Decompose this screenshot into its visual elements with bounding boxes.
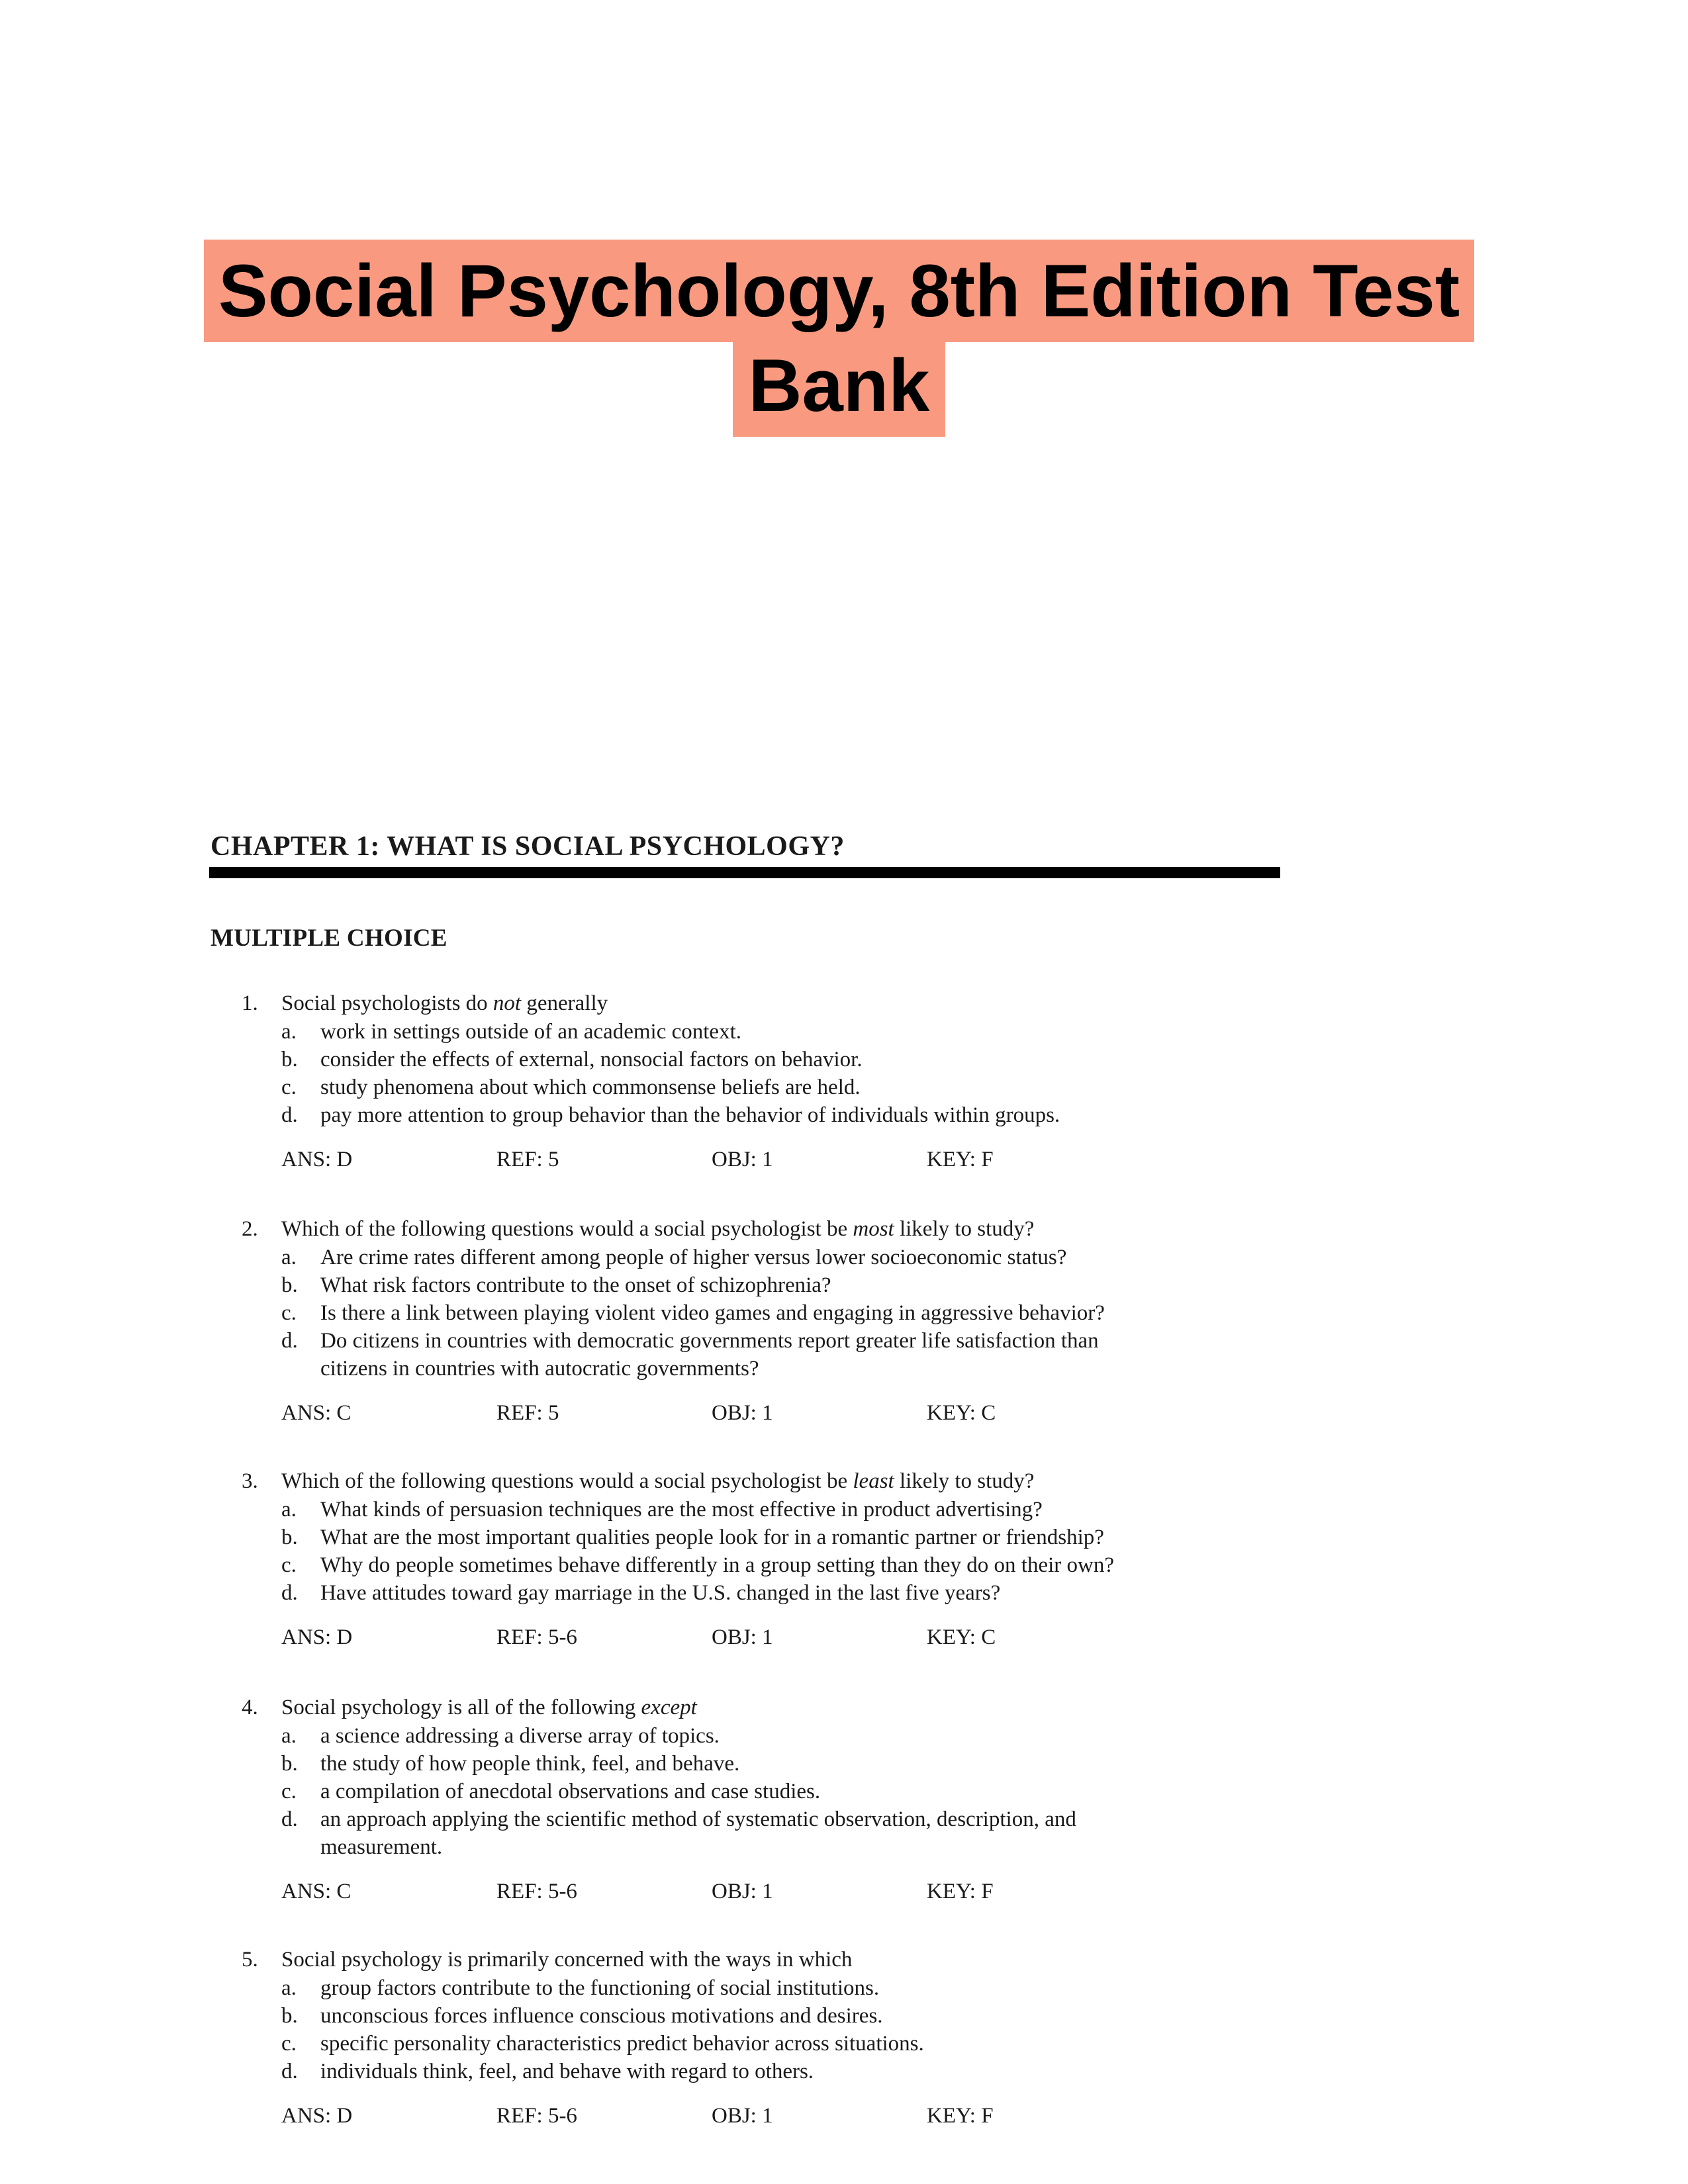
- option-text: [320, 2058, 1221, 2085]
- answer-option: [242, 1778, 1221, 1805]
- option-text-line: What risk factors contribute to the onset of schizophrenia?: [320, 1273, 831, 1297]
- answer-key: ANS: D: [281, 1148, 353, 1171]
- title-line-1: Social Psychology, 8th Edition Test: [204, 240, 1474, 342]
- option-letter: a.: [281, 1020, 297, 1044]
- option-text-line: Is there a link between playing violent video games and engaging in aggressive behavior?: [320, 1301, 1105, 1325]
- option-text-line: Do citizens in countries with democratic governments report greater life satisfaction than: [320, 1329, 1099, 1353]
- question-stem: [242, 1946, 1221, 1974]
- option-text: [320, 1073, 1221, 1101]
- option-text-line: pay more attention to group behavior than the behavior of individuals within groups.: [320, 1103, 1060, 1127]
- answer-option: [242, 2002, 1221, 2030]
- option-letter: b.: [281, 1273, 298, 1297]
- option-text-line: Why do people sometimes behave differently in a group setting than they do on their own?: [320, 1553, 1115, 1577]
- question-number: 4.: [242, 1696, 258, 1719]
- option-letter: c.: [281, 2032, 297, 2056]
- option-text-line: study phenomena about which commonsense beliefs are held.: [320, 1075, 861, 1099]
- option-text: [320, 1974, 1221, 2002]
- answer-option: [242, 1327, 1221, 1383]
- option-text: [320, 1327, 1221, 1383]
- answer-option: [242, 1805, 1221, 1861]
- answer-option: [242, 1579, 1221, 1607]
- option-letter: d.: [281, 1103, 298, 1127]
- answer-option: [242, 1046, 1221, 1073]
- stem-text-start: Which of the following questions would a social psychologist be: [281, 1469, 853, 1493]
- answer-option: [242, 2030, 1221, 2058]
- answer-option: [242, 1299, 1221, 1327]
- option-text-line: Have attitudes toward gay marriage in the U.S. changed in the last five years?: [320, 1581, 1001, 1605]
- answer-option: [242, 1524, 1221, 1551]
- option-letter: c.: [281, 1553, 297, 1577]
- answer-option: [242, 1974, 1221, 2002]
- option-text: [320, 1551, 1221, 1579]
- answer-metadata: [242, 1401, 1221, 1429]
- option-text-line: unconscious forces influence conscious motivations and desires.: [320, 2004, 883, 2028]
- answer-metadata: [242, 1880, 1221, 1907]
- option-letter: a.: [281, 1498, 297, 1522]
- option-text-line: individuals think, feel, and behave with regard to others.: [320, 2060, 814, 2083]
- question-5: [242, 1946, 1221, 2132]
- question-stem: [242, 1467, 1221, 1496]
- option-text: [320, 1046, 1221, 1073]
- option-text: [320, 1778, 1221, 1805]
- option-text-line: Are crime rates different among people of higher versus lower socioeconomic status?: [320, 1246, 1067, 1269]
- option-text-line: work in settings outside of an academic context.: [320, 1020, 741, 1044]
- option-text-line: citizens in countries with autocratic governments?: [320, 1357, 759, 1381]
- option-text: [320, 1805, 1221, 1861]
- page-reference: REF: 5-6: [496, 1625, 577, 1649]
- option-text-line: a compilation of anecdotal observations and case studies.: [320, 1780, 821, 1803]
- document-title: [199, 240, 1479, 437]
- objective: OBJ: 1: [712, 1148, 773, 1171]
- answer-key: ANS: D: [281, 2104, 353, 2128]
- answer-option: [242, 1244, 1221, 1271]
- answer-option: [242, 1750, 1221, 1778]
- option-text: [320, 1496, 1221, 1524]
- option-text-line: measurement.: [320, 1835, 443, 1859]
- option-text: [320, 1271, 1221, 1299]
- option-letter: b.: [281, 2004, 298, 2028]
- answer-metadata: [242, 1148, 1221, 1175]
- question-text: [281, 1946, 852, 1974]
- option-letter: d.: [281, 1329, 298, 1353]
- question-2: [242, 1215, 1221, 1429]
- stem-text-start: Social psychology is all of the following: [281, 1696, 641, 1719]
- answer-option: [242, 1722, 1221, 1750]
- option-text: [320, 1750, 1221, 1778]
- answer-option: [242, 1496, 1221, 1524]
- question-number: 1.: [242, 991, 258, 1015]
- option-text: [320, 1722, 1221, 1750]
- option-letter: b.: [281, 1525, 298, 1549]
- option-text-line: What are the most important qualities people look for in a romantic partner or friendship?: [320, 1525, 1104, 1549]
- answer-option: [242, 1271, 1221, 1299]
- stem-emphasis: least: [853, 1469, 894, 1493]
- answer-option: [242, 1073, 1221, 1101]
- option-text-line: an approach applying the scientific method of systematic observation, description, and: [320, 1807, 1076, 1831]
- chapter-heading: CHAPTER 1: WHAT IS SOCIAL PSYCHOLOGY?: [211, 831, 845, 862]
- option-letter: d.: [281, 1807, 298, 1831]
- question-3: [242, 1467, 1221, 1653]
- page-reference: REF: 5-6: [496, 2104, 577, 2128]
- option-letter: d.: [281, 1581, 298, 1605]
- question-number: 3.: [242, 1469, 258, 1493]
- option-letter: c.: [281, 1780, 297, 1803]
- option-text: [320, 1018, 1221, 1046]
- option-text: [320, 1299, 1221, 1327]
- stem-text-end: generally: [521, 991, 608, 1015]
- option-letter: d.: [281, 2060, 298, 2083]
- question-text: [281, 1694, 697, 1722]
- answer-metadata: [242, 1625, 1221, 1653]
- answer-key: ANS: D: [281, 1625, 353, 1649]
- question-key: KEY: C: [927, 1401, 996, 1425]
- question-stem: [242, 1215, 1221, 1244]
- option-letter: c.: [281, 1301, 297, 1325]
- question-text: [281, 989, 608, 1018]
- page-reference: REF: 5-6: [496, 1880, 577, 1903]
- title-line-2: Bank: [733, 334, 946, 437]
- section-heading: MULTIPLE CHOICE: [211, 925, 447, 952]
- question-stem: [242, 989, 1221, 1018]
- answer-option: [242, 1551, 1221, 1579]
- option-letter: a.: [281, 1976, 297, 2000]
- answer-key: ANS: C: [281, 1401, 352, 1425]
- question-key: KEY: F: [927, 1880, 994, 1903]
- stem-text-end: likely to study?: [894, 1469, 1035, 1493]
- question-key: KEY: C: [927, 1625, 996, 1649]
- option-text-line: What kinds of persuasion techniques are the most effective in product advertising?: [320, 1498, 1043, 1522]
- stem-text-end: likely to study?: [894, 1217, 1035, 1241]
- question-1: [242, 989, 1221, 1175]
- option-text: [320, 1524, 1221, 1551]
- objective: OBJ: 1: [712, 1880, 773, 1903]
- stem-text-start: Which of the following questions would a social psychologist be: [281, 1217, 853, 1241]
- answer-option: [242, 1018, 1221, 1046]
- option-text: [320, 1579, 1221, 1607]
- stem-emphasis: except: [641, 1696, 697, 1719]
- question-text: [281, 1215, 1034, 1244]
- page-reference: REF: 5: [496, 1148, 559, 1171]
- option-letter: b.: [281, 1752, 298, 1776]
- objective: OBJ: 1: [712, 1625, 773, 1649]
- objective: OBJ: 1: [712, 1401, 773, 1425]
- option-text-line: the study of how people think, feel, and behave.: [320, 1752, 740, 1776]
- option-letter: b.: [281, 1048, 298, 1071]
- option-text-line: specific personality characteristics predict behavior across situations.: [320, 2032, 924, 2056]
- option-text: [320, 2002, 1221, 2030]
- answer-option: [242, 1101, 1221, 1129]
- question-4: [242, 1694, 1221, 1907]
- option-letter: a.: [281, 1246, 297, 1269]
- option-text: [320, 1101, 1221, 1129]
- question-key: KEY: F: [927, 2104, 994, 2128]
- stem-text-start: Social psychologists do: [281, 991, 493, 1015]
- answer-option: [242, 2058, 1221, 2085]
- objective: OBJ: 1: [712, 2104, 773, 2128]
- stem-emphasis: most: [853, 1217, 894, 1241]
- question-stem: [242, 1694, 1221, 1722]
- page-reference: REF: 5: [496, 1401, 559, 1425]
- option-text-line: a science addressing a diverse array of topics.: [320, 1724, 720, 1748]
- stem-emphasis: not: [492, 991, 522, 1015]
- option-text: [320, 2030, 1221, 2058]
- stem-text-start: Social psychology is primarily concerned with the ways in which: [281, 1948, 853, 1972]
- answer-key: ANS: C: [281, 1880, 352, 1903]
- option-text-line: group factors contribute to the functioning of social institutions.: [320, 1976, 880, 2000]
- option-text: [320, 1244, 1221, 1271]
- question-text: [281, 1467, 1034, 1496]
- option-letter: c.: [281, 1075, 297, 1099]
- option-letter: a.: [281, 1724, 297, 1748]
- question-key: KEY: F: [927, 1148, 994, 1171]
- question-number: 2.: [242, 1217, 258, 1241]
- option-text-line: consider the effects of external, nonsocial factors on behavior.: [320, 1048, 863, 1071]
- chapter-rule: [209, 867, 1280, 878]
- answer-metadata: [242, 2104, 1221, 2132]
- question-number: 5.: [242, 1948, 258, 1972]
